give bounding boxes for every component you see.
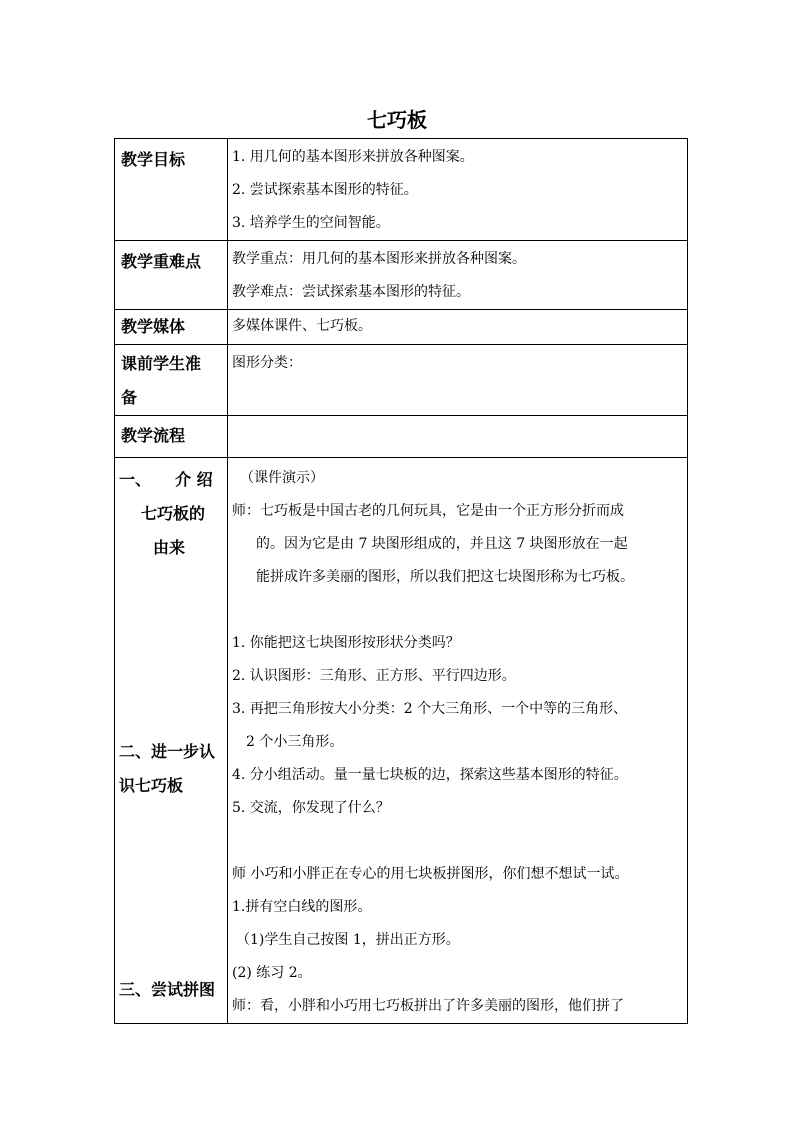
content-line: （1)学生自己按图 1，拼出正方形。 bbox=[236, 932, 460, 948]
content-line: 3. 再把三角形按大小分类：2 个大三角形、一个中等的三角形、 bbox=[232, 701, 628, 717]
further-label-line1: 二、进一步认 bbox=[119, 742, 216, 761]
intro-label-head bbox=[119, 463, 227, 497]
process-label: 教学流程 bbox=[121, 426, 186, 445]
media-text: 多媒体课件、七巧板。 bbox=[232, 318, 372, 334]
content-line: 师：七巧板是中国古老的几何玩具，它是由一个正方形分折而成 bbox=[232, 503, 624, 519]
objective-item: 1. 用几何的基本图形来拼放各种图案。 bbox=[232, 149, 474, 165]
preparation-label bbox=[115, 345, 227, 415]
content-line: 5. 交流，你发现了什么？ bbox=[232, 800, 390, 816]
steps-content bbox=[228, 458, 687, 1023]
lesson-plan-table bbox=[114, 138, 688, 1024]
objectives-row bbox=[115, 139, 688, 241]
content-line: 1.拼有空白线的图形。 bbox=[232, 899, 372, 915]
content-line: 1. 你能把这七块图形按形状分类吗？ bbox=[232, 635, 460, 651]
content-line: (2) 练习 2。 bbox=[232, 965, 312, 981]
objective-item: 2. 尝试探索基本图形的特征。 bbox=[232, 182, 418, 198]
media-label: 教学媒体 bbox=[121, 317, 186, 336]
page-title: 七巧板 bbox=[367, 108, 427, 132]
process-row bbox=[115, 416, 688, 458]
content-line: 能拼成许多美丽的图形，所以我们把这七块图形称为七巧板。 bbox=[256, 569, 634, 585]
intro-label-b: 介 绍 bbox=[175, 470, 213, 489]
key-points-row bbox=[115, 241, 688, 310]
intro-label-a: 一、 bbox=[119, 470, 152, 489]
preparation-label-line2: 备 bbox=[121, 388, 138, 407]
intro-label-c: 七巧板的 bbox=[140, 504, 205, 523]
process-text bbox=[228, 416, 687, 418]
preparation-label-line1: 课前学生准 bbox=[121, 354, 202, 373]
content-line: 的。因为它是由 7 块图形组成的，并且这 7 块图形放在一起 bbox=[256, 536, 628, 552]
key-points-label: 教学重难点 bbox=[121, 252, 202, 271]
steps-labels bbox=[115, 458, 227, 1007]
intro-label-d: 由来 bbox=[153, 538, 186, 557]
key-point-item: 教学重点：用几何的基本图形来拼放各种图案。 bbox=[232, 251, 526, 267]
objectives-list bbox=[228, 139, 687, 240]
media-row bbox=[115, 310, 688, 345]
try-label: 三、尝试拼图 bbox=[119, 980, 216, 999]
content-line: 师 小巧和小胖正在专心的用七块板拼图形，你们想不想试一试。 bbox=[232, 866, 629, 882]
content-line: 2. 认识图形：三角形、正方形、平行四边形。 bbox=[232, 668, 516, 684]
further-label-line2: 识七巧板 bbox=[119, 776, 184, 795]
key-point-item: 教学难点：尝试探索基本图形的特征。 bbox=[232, 284, 470, 300]
objective-item: 3. 培养学生的空间智能。 bbox=[232, 215, 390, 231]
content-line: 2 个小三角形。 bbox=[246, 734, 344, 750]
content-line: 4. 分小组活动。量一量七块板的边，探索这些基本图形的特征。 bbox=[232, 767, 628, 783]
preparation-row bbox=[115, 345, 688, 416]
content-line: 师：看，小胖和小巧用七巧板拼出了许多美丽的图形，他们拼了 bbox=[232, 998, 624, 1014]
content-line: （课件演示） bbox=[240, 470, 324, 486]
key-points-list bbox=[228, 241, 687, 309]
preparation-text: 图形分类： bbox=[232, 355, 302, 371]
objectives-label: 教学目标 bbox=[121, 150, 186, 169]
steps-row bbox=[115, 458, 688, 1024]
